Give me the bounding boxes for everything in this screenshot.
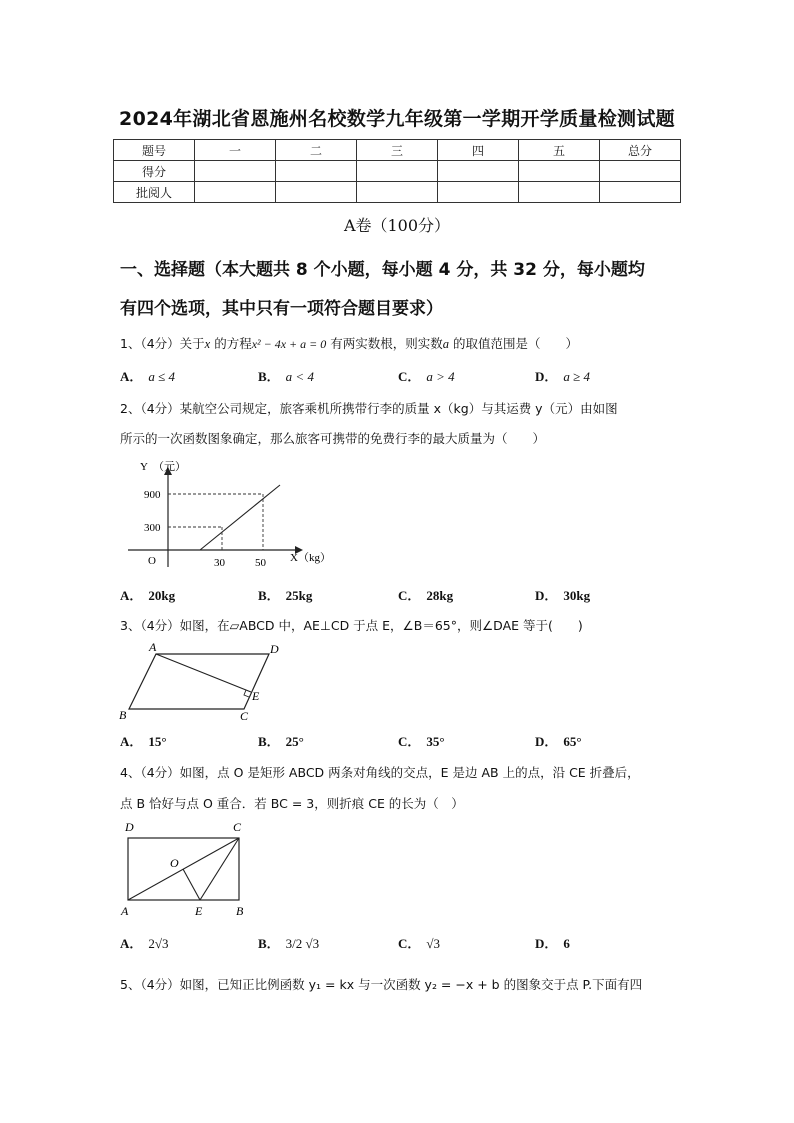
q1-var: a (442, 337, 449, 351)
option-text: a < 4 (285, 369, 314, 384)
point-label-c: C (240, 709, 249, 723)
score-table (113, 139, 681, 203)
y-tick-label: 900 (144, 489, 161, 501)
score-cell (438, 161, 519, 182)
parallelogram (129, 654, 269, 709)
question-1 (120, 334, 578, 352)
option-label: A． (120, 588, 143, 603)
question-2-line2: 所示的一次函数图象确定，那么旅客可携带的免费行李的最大质量为（ ） (120, 431, 546, 446)
option-label: A． (120, 369, 143, 384)
q2-option-d[interactable] (535, 585, 596, 604)
score-cell (276, 182, 357, 203)
point-label-a: A (121, 904, 129, 918)
q3-parallelogram-figure (115, 640, 285, 724)
option-label: B． (258, 369, 280, 384)
score-cell (519, 161, 600, 182)
score-header-cell: 三 (357, 140, 438, 161)
score-row-label: 批阅人 (114, 182, 195, 203)
option-text: a ≥ 4 (563, 369, 591, 384)
point-label-a: A (149, 640, 157, 654)
option-label: C． (398, 588, 421, 603)
score-table-header-row (114, 140, 681, 161)
option-text: 3/2 √3 (285, 936, 320, 951)
q2-option-c[interactable] (398, 585, 459, 604)
option-text: 65° (563, 734, 582, 749)
q1-text: 有两实数根，则实数 (326, 336, 443, 351)
score-cell (357, 161, 438, 182)
point-label-d: D (125, 820, 134, 834)
q3-option-b[interactable] (258, 731, 310, 750)
question-4-line2: 点 B 恰好与点 O 重合．若 BC = 3，则折痕 CE 的长为（ ） (120, 796, 464, 811)
score-cell (600, 182, 681, 203)
option-label: B． (258, 936, 280, 951)
score-header-cell: 二 (276, 140, 357, 161)
option-text: a > 4 (426, 369, 455, 384)
document-title: 2024年湖北省恩施州名校数学九年级第一学期开学质量检测试题 (119, 108, 675, 130)
x-tick-label: 30 (214, 557, 225, 569)
q1-option-a[interactable] (120, 366, 175, 385)
q4-option-b[interactable] (258, 933, 319, 952)
option-text: 6 (563, 936, 570, 951)
q1-var: x (204, 337, 211, 351)
x-tick-label: 50 (255, 557, 266, 569)
segment-ae (156, 654, 251, 692)
score-cell (438, 182, 519, 203)
q1-text: 1、（4分）关于 (120, 336, 205, 351)
q1-option-c[interactable] (398, 366, 455, 385)
point-label-b: B (236, 904, 244, 918)
option-label: B． (258, 588, 280, 603)
option-label: A． (120, 734, 143, 749)
section1-heading-line1: 一、选择题（本大题共 8 个小题，每小题 4 分，共 32 分，每小题均 (120, 260, 645, 280)
q3-option-c[interactable] (398, 731, 451, 750)
segment-oe (183, 869, 200, 900)
y-tick-label: 300 (144, 522, 161, 534)
section-a-heading: A卷（100分） (343, 216, 451, 235)
option-label: D． (535, 588, 558, 603)
y-axis-label: Y （元） (140, 461, 187, 473)
option-label: A． (120, 936, 143, 951)
option-text: 2√3 (148, 936, 169, 951)
score-cell (276, 161, 357, 182)
question-3: 3、（4分）如图，在▱ABCD 中，AE⊥CD 于点 E，∠B＝65°，则∠DAE 等于( ) (120, 618, 583, 633)
score-cell (357, 182, 438, 203)
q4-option-a[interactable] (120, 933, 169, 952)
option-label: C． (398, 369, 421, 384)
option-text: 25kg (285, 588, 313, 603)
q4-option-d[interactable] (535, 933, 576, 952)
q2-graph (120, 455, 350, 575)
score-table-row (114, 182, 681, 203)
point-label-o: O (170, 856, 179, 870)
q1-option-d[interactable] (535, 366, 590, 385)
q2-option-a[interactable] (120, 585, 181, 604)
point-label-b: B (119, 708, 127, 722)
point-label-c: C (233, 820, 242, 834)
q1-text: 的方程 (210, 336, 252, 351)
option-label: B． (258, 734, 280, 749)
option-text: 15° (148, 734, 167, 749)
q4-rectangle-figure (115, 818, 260, 922)
score-row-label: 得分 (114, 161, 195, 182)
option-label: C． (398, 734, 421, 749)
q3-option-d[interactable] (535, 731, 588, 750)
point-label-d: D (270, 642, 279, 656)
q2-option-b[interactable] (258, 585, 318, 604)
option-text: 25° (285, 734, 304, 749)
point-label-e: E (252, 689, 260, 703)
q1-equation: x² − 4x + a = 0 (251, 337, 327, 351)
function-line (200, 485, 280, 550)
score-cell (519, 182, 600, 203)
score-table-row (114, 161, 681, 182)
question-2-line1: 2、（4分）某航空公司规定，旅客乘机所携带行李的质量 x（kg）与其运费 y（元）由如图 (120, 401, 618, 416)
option-text: 30kg (563, 588, 591, 603)
score-header-cell: 四 (438, 140, 519, 161)
score-cell (195, 182, 276, 203)
option-text: 20kg (148, 588, 176, 603)
option-label: D． (535, 734, 558, 749)
option-text: 35° (426, 734, 445, 749)
q1-text: 的取值范围是（ ） (448, 336, 578, 351)
option-label: C． (398, 936, 421, 951)
point-label-e: E (195, 904, 203, 918)
option-label: D． (535, 369, 558, 384)
question-4-line1: 4、（4分）如图，点 O 是矩形 ABCD 两条对角线的交点，E 是边 AB 上的点，沿 CE 折叠后， (120, 765, 640, 780)
score-header-cell: 一 (195, 140, 276, 161)
q4-option-c[interactable] (398, 933, 440, 952)
option-text: √3 (426, 936, 441, 951)
score-header-cell: 题号 (114, 140, 195, 161)
score-cell (600, 161, 681, 182)
x-axis-label: X（kg） (290, 552, 331, 564)
score-header-cell: 总分 (600, 140, 681, 161)
q1-option-b[interactable] (258, 366, 314, 385)
q3-option-a[interactable] (120, 731, 173, 750)
score-cell (195, 161, 276, 182)
section1-heading-line2: 有四个选项，其中只有一项符合题目要求） (120, 299, 443, 319)
score-header-cell: 五 (519, 140, 600, 161)
origin-label: O (148, 555, 156, 567)
question-5: 5、（4分）如图，已知正比例函数 y₁ = kx 与一次函数 y₂ = −x + b 的图象交于点 P.下面有四 (120, 977, 643, 992)
crease-ce (200, 838, 239, 900)
option-text: 28kg (426, 588, 454, 603)
option-text: a ≤ 4 (148, 369, 176, 384)
option-label: D． (535, 936, 558, 951)
